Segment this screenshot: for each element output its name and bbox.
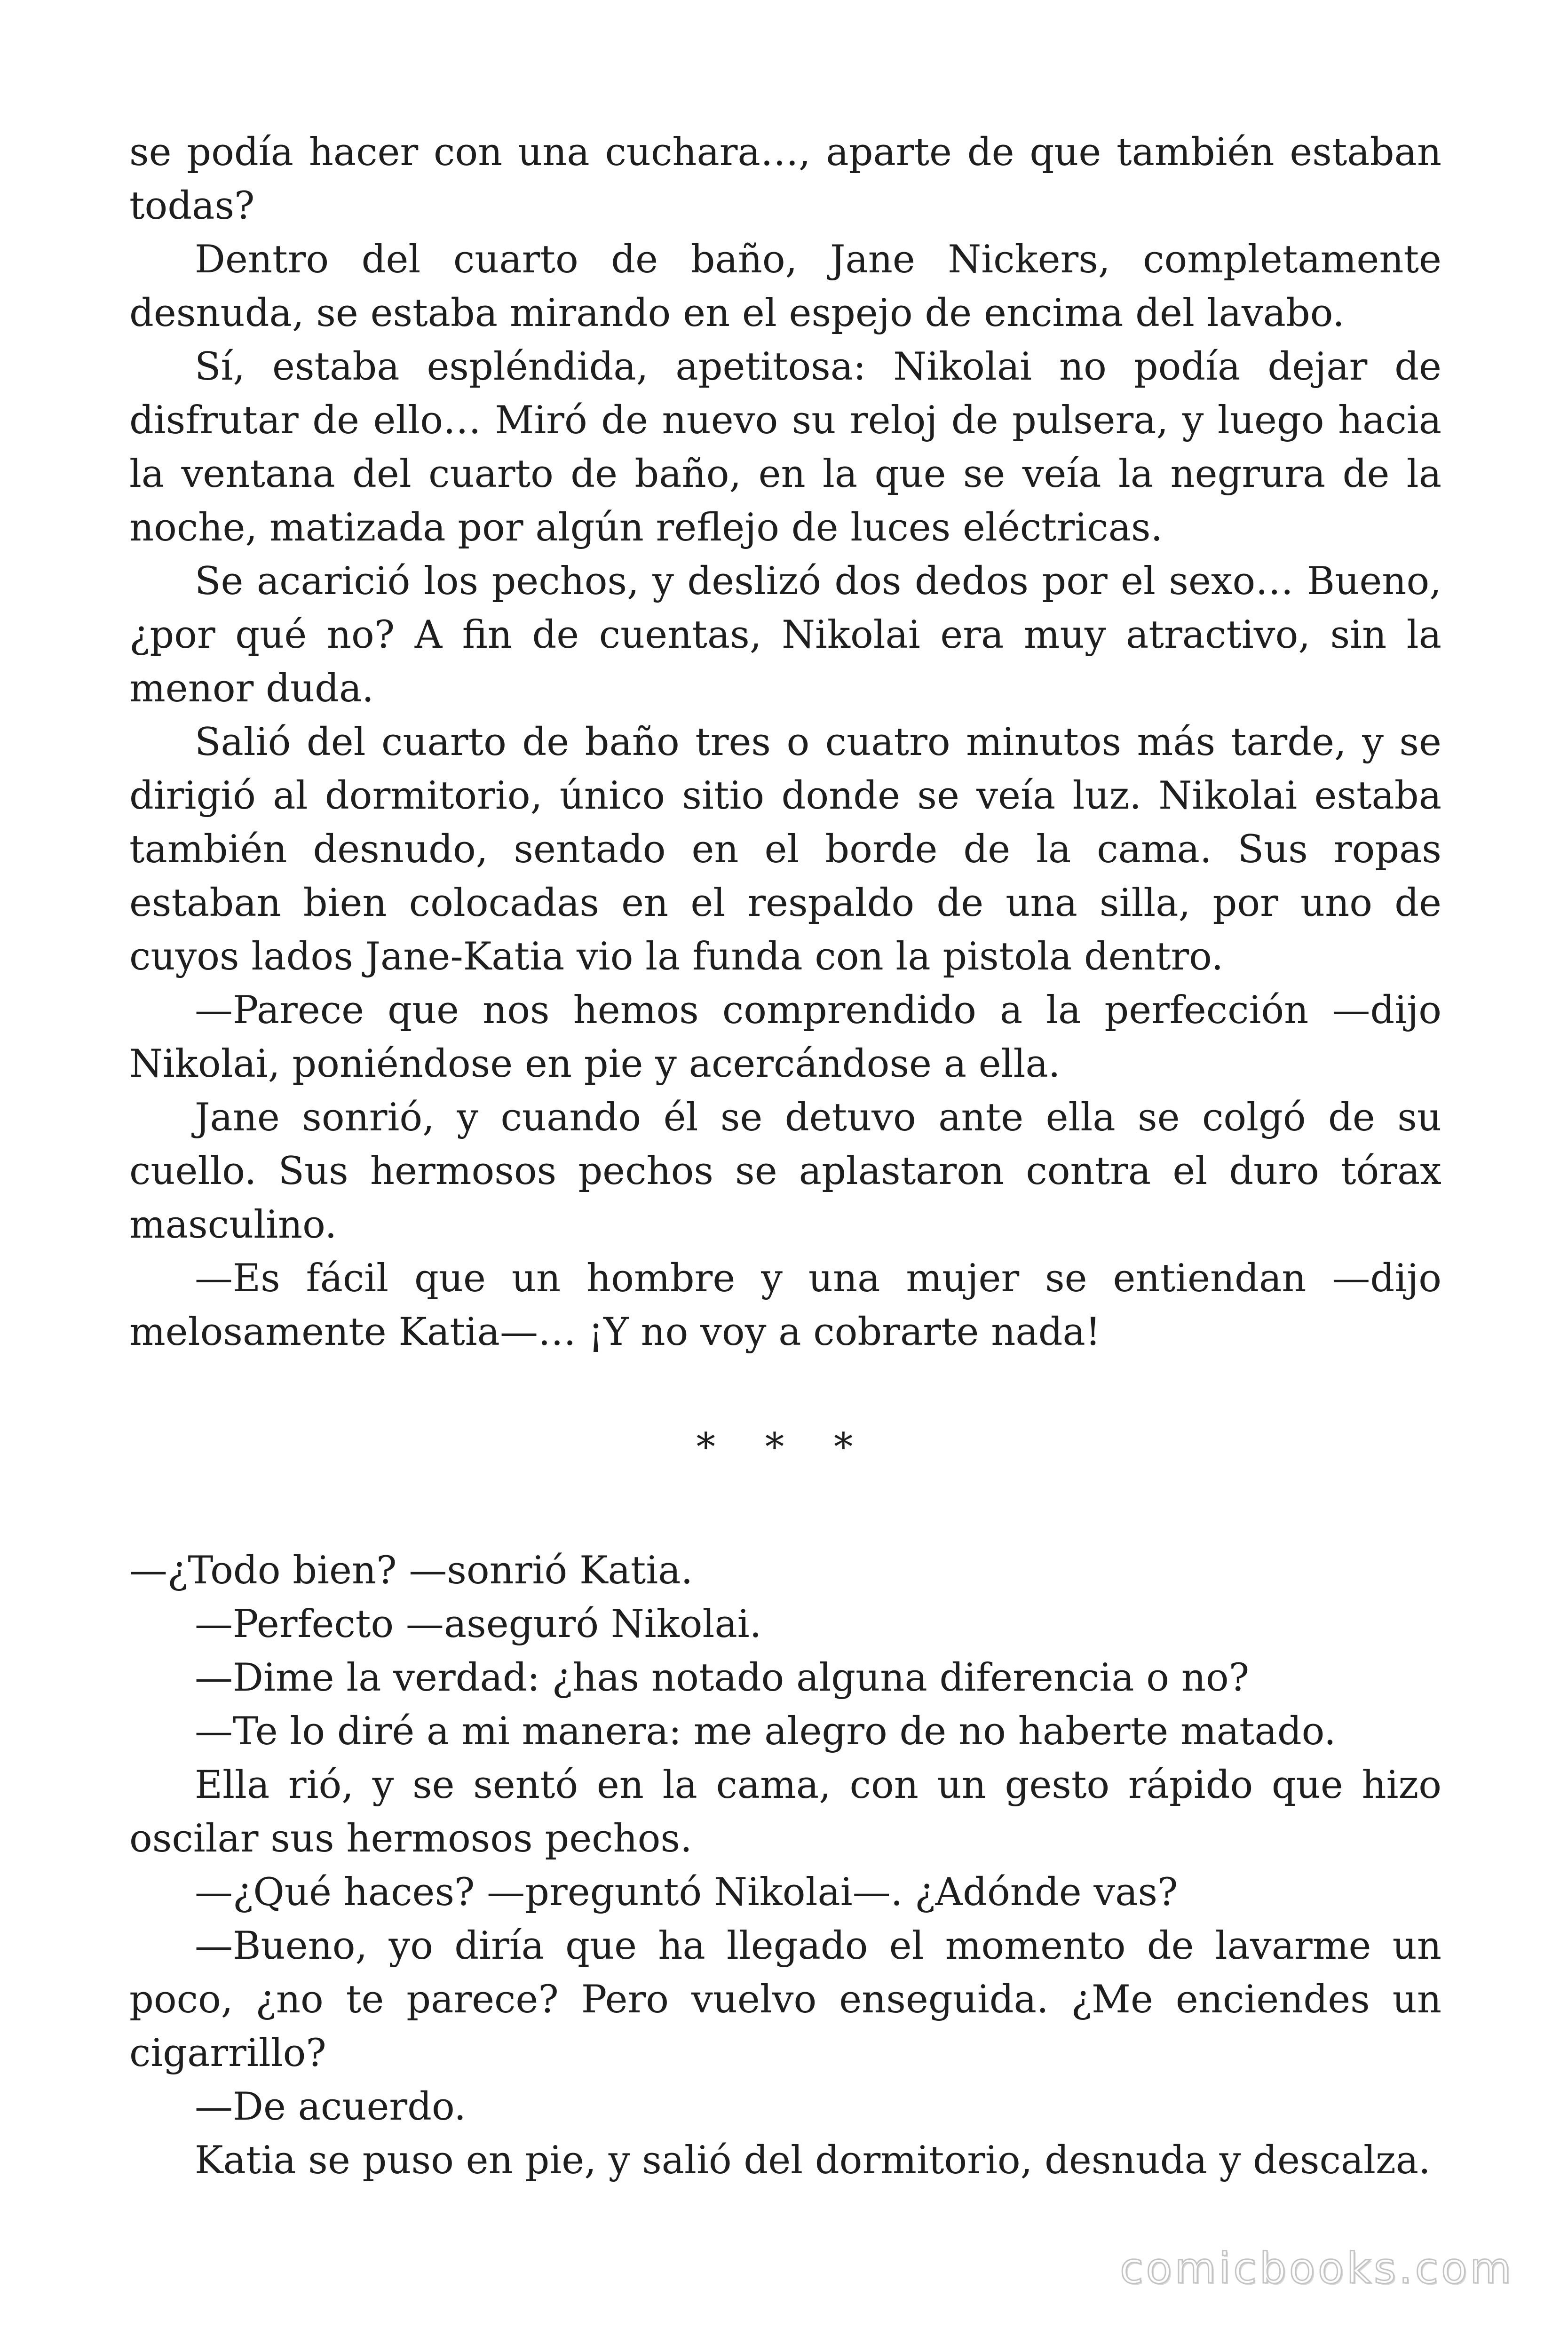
paragraph: Katia se puso en pie, y salió del dormitorio, desnuda y descalza. bbox=[195, 2138, 1431, 2183]
paragraph: —Dime la verdad: ¿has notado alguna diferencia o no? bbox=[195, 1656, 1250, 1700]
paragraph: Salió del cuarto de baño tres o cuatro minutos más tarde, y se dirigió al dormitorio, único sitio donde se veía luz. Nikolai estaba también desnudo, sentado en el borde de la cama. Sus ropas estaban bien colocadas en el respaldo de una silla, por uno de cuyos lados Jane-Katia vio la funda con la pistola dentro. bbox=[129, 720, 1441, 979]
paragraph: —Perfecto —aseguró Nikolai. bbox=[195, 1602, 762, 1646]
paragraph: —¿Todo bien? —sonrió Katia. bbox=[129, 1549, 693, 1593]
paragraph: Dentro del cuarto de baño, Jane Nickers, completamente desnuda, se estaba mirando en el espejo de encima del lavabo. bbox=[129, 238, 1441, 335]
watermark: comicbooks.com bbox=[1120, 2244, 1514, 2293]
paragraph: Sí, estaba espléndida, apetitosa: Nikolai no podía dejar de disfrutar de ello… Miró de nuevo su reloj de pulsera, y luego hacia la ventana del cuarto de baño, en la que se veía la negrura de la noche, matizada por algún reflejo de luces eléctricas. bbox=[129, 345, 1441, 550]
bottom-text-block bbox=[129, 1544, 1441, 2187]
top-text-block bbox=[129, 126, 1441, 1359]
paragraph: Ella rió, y se sentó en la cama, con un gesto rápido que hizo oscilar sus hermosos pechos. bbox=[129, 1763, 1441, 1861]
scene-break: * * * bbox=[696, 1425, 872, 1470]
paragraph: —Parece que nos hemos comprendido a la perfección —dijo Nikolai, poniéndose en pie y acercándose a ella. bbox=[129, 988, 1441, 1086]
paragraph: se podía hacer con una cuchara…, aparte de que también estaban todas? bbox=[129, 130, 1441, 228]
paragraph: Se acarició los pechos, y deslizó dos dedos por el sexo… Bueno, ¿por qué no? A fin de cuentas, Nikolai era muy atractivo, sin la menor duda. bbox=[129, 559, 1441, 711]
paragraph: Jane sonrió, y cuando él se detuvo ante ella se colgó de su cuello. Sus hermosos pechos se aplastaron contra el duro tórax masculino. bbox=[129, 1096, 1441, 1247]
paragraph: —¿Qué haces? —preguntó Nikolai—. ¿Adónde vas? bbox=[195, 1870, 1178, 1915]
paragraph: —De acuerdo. bbox=[195, 2085, 467, 2129]
paragraph: —Bueno, yo diría que ha llegado el momento de lavarme un poco, ¿no te parece? Pero vuelvo enseguida. ¿Me enciendes un cigarrillo? bbox=[129, 1924, 1441, 2075]
paragraph: —Te lo diré a mi manera: me alegro de no haberte matado. bbox=[195, 1709, 1336, 1754]
paragraph: —Es fácil que un hombre y una mujer se entiendan —dijo melosamente Katia—… ¡Y no voy a cobrarte nada! bbox=[129, 1256, 1441, 1354]
